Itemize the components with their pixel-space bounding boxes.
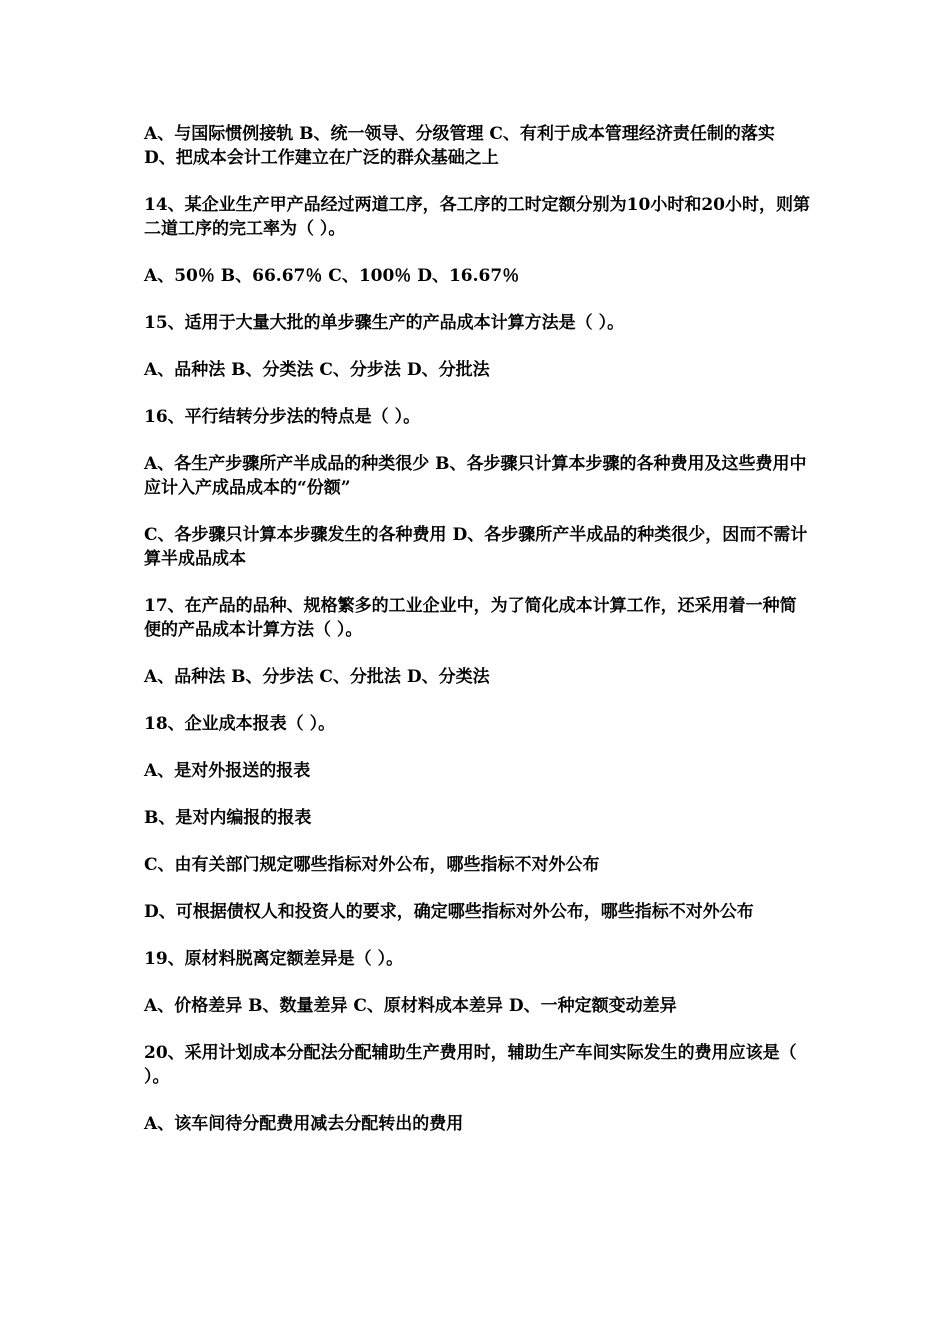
paragraph: A、该车间待分配费用减去分配转出的费用 (144, 1114, 464, 1134)
paragraph: A、50％ B、66.67％ C、100％ D、16.67％ (144, 266, 520, 286)
paragraph: C、由有关部门规定哪些指标对外公布，哪些指标不对外公布 (144, 855, 600, 875)
paragraph: D、可根据债权人和投资人的要求，确定哪些指标对外公布，哪些指标不对外公布 (144, 902, 754, 922)
paragraph: A、各生产步骤所产半成品的种类很少 B、各步骤只计算本步骤的各种费用及这些费用中应计入产成品成本的“份额” (144, 454, 807, 498)
paragraph: A、是对外报送的报表 (144, 761, 311, 781)
paragraph: 17、在产品的品种、规格繁多的工业企业中，为了简化成本计算工作，还采用着一种简便的产品成本计算方法（ ）。 (144, 596, 797, 640)
paragraph: A、与国际惯例接轨 B、统一领导、分级管理 C、有利于成本管理经济责任制的落实 D、把成本会计工作建立在广泛的群众基础之上 (144, 124, 775, 168)
paragraph: B、是对内编报的报表 (144, 808, 312, 828)
paragraph: A、品种法 B、分类法 C、分步法 D、分批法 (144, 360, 490, 380)
paragraph: 20、采用计划成本分配法分配辅助生产费用时，辅助生产车间实际发生的费用应该是（ ）。 (144, 1043, 797, 1087)
paragraph: 18、企业成本报表（ ）。 (144, 714, 336, 734)
document-body (144, 122, 812, 1159)
paragraph: 19、原材料脱离定额差异是（ ）。 (144, 949, 404, 969)
paragraph: 15、适用于大量大批的单步骤生产的产品成本计算方法是（ ）。 (144, 313, 625, 333)
paragraph: C、各步骤只计算本步骤发生的各种费用 D、各步骤所产半成品的种类很少，因而不需计算半成品成本 (144, 525, 808, 569)
paragraph: A、品种法 B、分步法 C、分批法 D、分类法 (144, 667, 490, 687)
paragraph: 16、平行结转分步法的特点是（ ）。 (144, 407, 421, 427)
paragraph: 14、某企业生产甲产品经过两道工序，各工序的工时定额分别为10小时和20小时，则第二道工序的完工率为（ ）。 (144, 195, 810, 239)
paragraph: A、价格差异 B、数量差异 C、原材料成本差异 D、一种定额变动差异 (144, 996, 677, 1016)
